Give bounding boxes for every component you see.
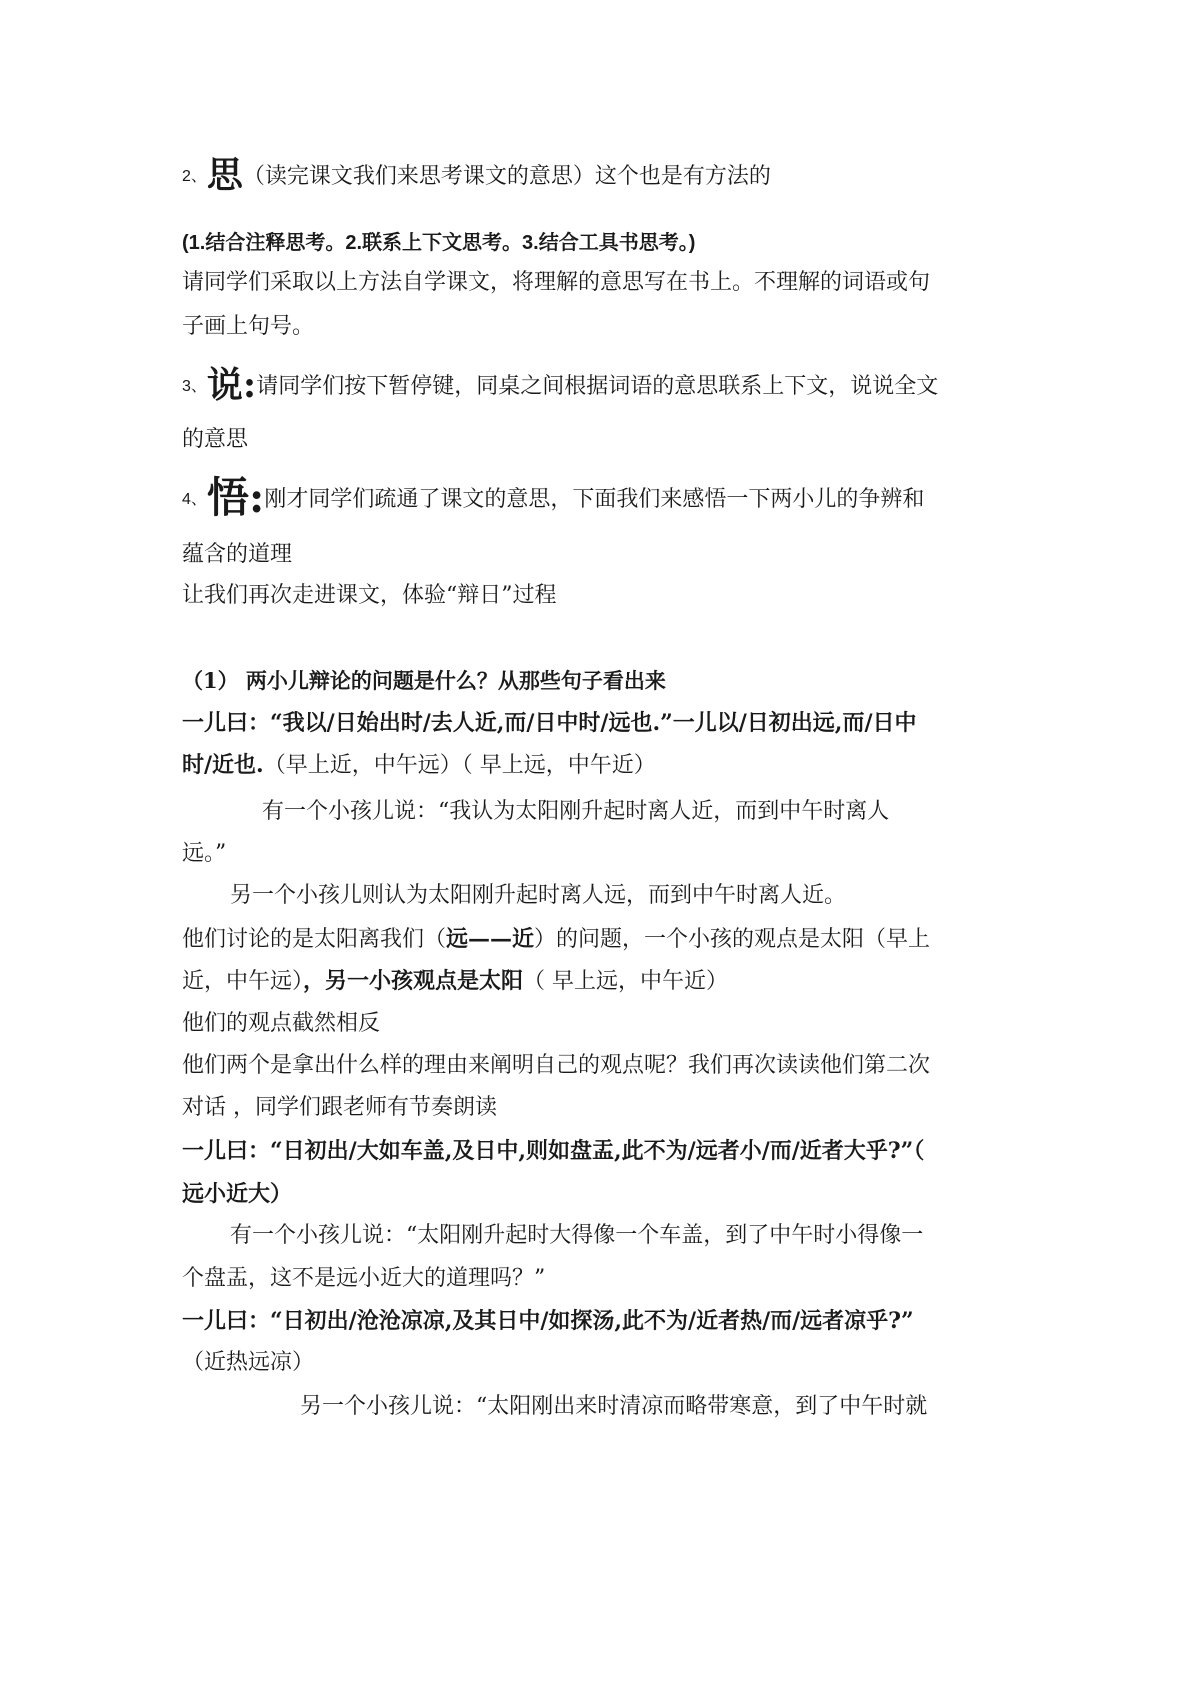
translation-3-line-1: 有一个小孩儿说：“太阳刚升起时大得像一个车盖，到了中午时小得像一 [230, 1223, 924, 1248]
section-number: 4、 [182, 491, 207, 508]
quote-2-line-1: 一儿曰：“日初出/大如车盖,及日中,则如盘盂,此不为/远者小/而/近者大乎?”（ [182, 1138, 925, 1164]
section-4-line-3: 让我们再次走进课文，体验“辩日”过程 [182, 583, 557, 608]
translation-2: 另一个小孩儿则认为太阳刚升起时离人远，而到中午时离人近。 [230, 883, 847, 908]
section-number: 2、 [182, 168, 207, 185]
section-keyword: 思 [206, 154, 243, 196]
translation-1-line-2: 远。” [182, 841, 227, 866]
quote-1-line-1: 一儿曰：“我以/日始出时/去人近,而/日中时/远也.”一儿以/日初出远,而/日中 [182, 710, 917, 736]
discussion-text: 近，中午远） [182, 969, 304, 994]
section-3-heading [182, 364, 1022, 406]
section-number: 3、 [182, 378, 207, 395]
quote-3-line-2: （近热远凉） [182, 1350, 315, 1375]
quote-1-line-2 [182, 750, 1022, 781]
discussion-text: 他们讨论的是太阳离我们（ [182, 927, 447, 952]
discussion-bold: 远——近 [446, 926, 535, 952]
section-heading-text: （读完课文我们来思考课文的意思）这个也是有方法的 [242, 164, 771, 189]
section-4-heading [182, 473, 1022, 522]
methods-list: (1.结合注释思考。2.联系上下文思考。3.结合工具书思考。) [182, 232, 696, 254]
instruction-line-1: 请同学们采取以上方法自学课文，将理解的意思写在书上。不理解的词语或句 [182, 270, 931, 295]
discussion-text: ）的问题，一个小孩的观点是太阳（早上 [534, 927, 931, 952]
discussion-line-2 [182, 966, 1022, 997]
instruction-line-2: 子画上句号。 [182, 314, 315, 339]
section-keyword: 悟: [206, 473, 265, 522]
quote-1-bold-part: 时/近也. [182, 752, 264, 778]
section-4-line-2: 蕴含的道理 [182, 542, 293, 567]
discussion-bold: ，另一小孩观点是太阳 [303, 968, 524, 994]
section-heading-text: 刚才同学们疏通了课文的意思，下面我们来感悟一下两小儿的争辨和 [264, 487, 925, 512]
section-keyword: 说: [206, 364, 257, 406]
quote-2-line-2: 远小近大） [182, 1181, 293, 1207]
question-line-2: 对话 ，同学们跟老师有节奏朗读 [182, 1095, 497, 1120]
section-2-heading [182, 154, 1022, 196]
section-3-line-2: 的意思 [182, 427, 249, 452]
translation-4-line-1: 另一个小孩儿说：“太阳刚出来时清凉而略带寒意，到了中午时就 [300, 1394, 928, 1419]
translation-3-line-2: 个盘盂，这不是远小近大的道理吗？” [182, 1266, 546, 1291]
quote-3-line-1: 一儿曰：“日初出/沧沧凉凉,及其日中/如探汤,此不为/近者热/而/远者凉乎?” [182, 1308, 914, 1334]
section-heading-text: 请同学们按下暂停键，同桌之间根据词语的意思联系上下文，说说全文 [256, 374, 939, 399]
quote-1-notes: （早上近，中午远）（ 早上远，中午近） [263, 753, 656, 778]
question-line-1: 他们两个是拿出什么样的理由来阐明自己的观点呢？我们再次读读他们第二次 [182, 1053, 931, 1078]
question-1-heading: （1） 两小儿辩论的问题是什么？从那些句子看出来 [182, 668, 666, 693]
discussion-text: （ 早上远，中午近） [523, 969, 729, 994]
discussion-line-1 [182, 924, 1022, 955]
opposite-views: 他们的观点截然相反 [182, 1011, 381, 1036]
translation-1-line-1: 有一个小孩儿说：“我认为太阳刚升起时离人近，而到中午时离人 [262, 799, 890, 824]
